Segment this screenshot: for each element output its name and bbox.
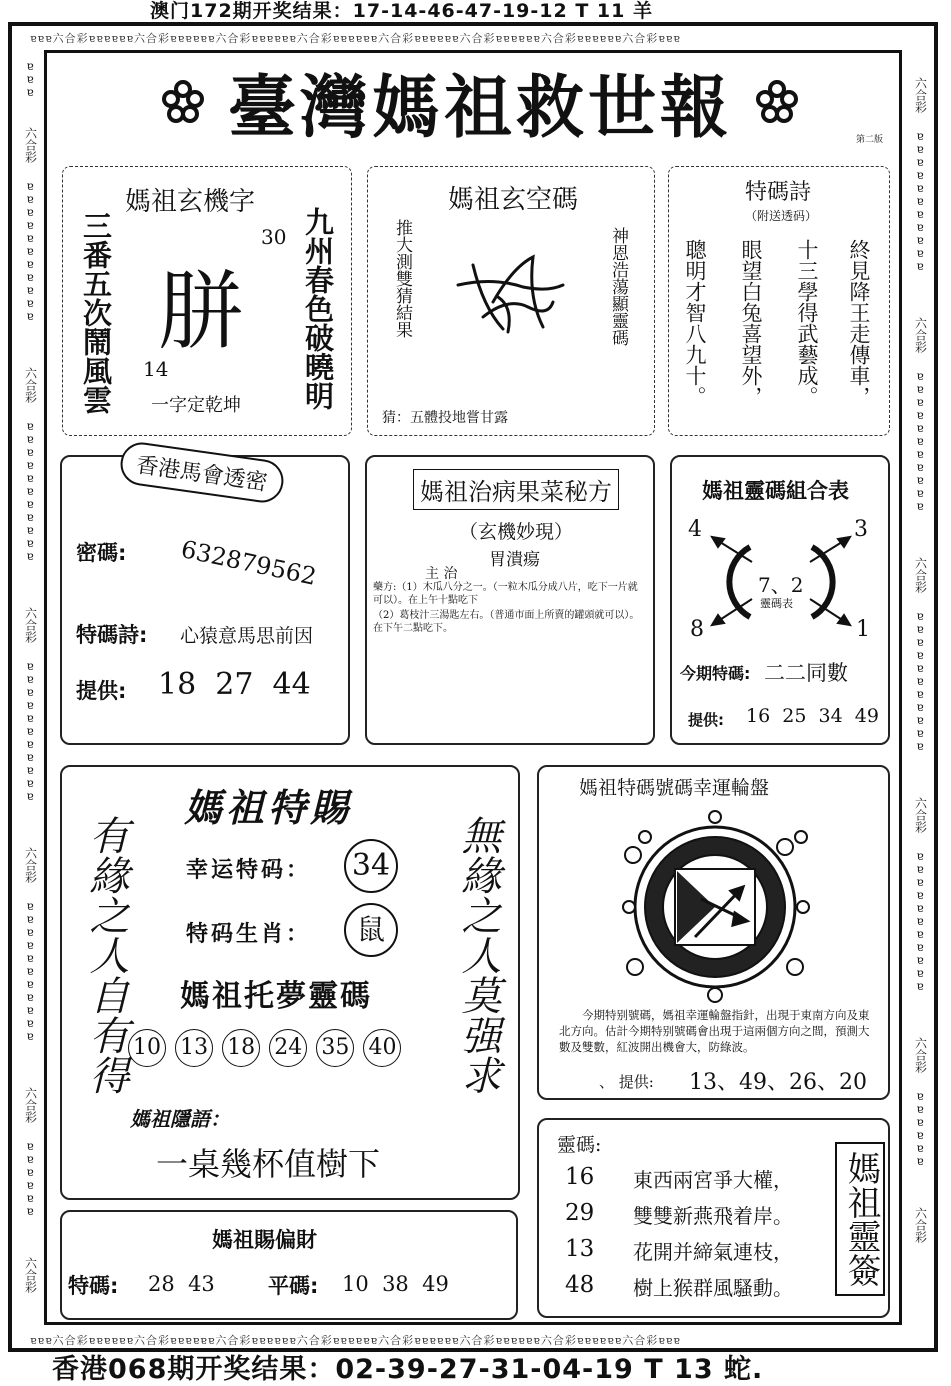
hongkong-result-banner: 香港068期开奖结果：02-39-27-31-04-19 T 13 蛇. — [52, 1354, 764, 1385]
teci-title: 媽祖特賜 — [184, 785, 353, 830]
dream-number: 40 — [363, 1029, 401, 1067]
combo-num-3: 3 — [854, 517, 868, 542]
lingma-num-3: 13 — [565, 1236, 595, 1262]
piancai-ping-value: 10 38 49 — [342, 1272, 449, 1296]
wheel-title: 媽祖特碼號碼幸運輪盤 — [579, 777, 770, 799]
poem-line-1: 終見降王走傳車， — [847, 239, 871, 407]
teci-zodiac-value: 鼠 — [344, 903, 398, 957]
top-decoration: ɐɐɐ六合彩ɐɐɐɐɐɐ六合彩ɐɐɐɐɐɐ六合彩ɐɐɐɐɐɐ六合彩ɐɐɐɐɐɐ六合彩ɐɐɐɐɐɐ六合彩ɐɐɐɐɐɐ六合彩ɐɐɐɐɐɐ六合彩ɐɐɐ — [30, 32, 681, 45]
xuanji-num-top: 30 — [261, 225, 287, 249]
hk-panel — [60, 452, 350, 745]
hk-poem-value: 心猿意馬思前因 — [180, 625, 314, 647]
xuanji-num-bottom: 14 — [143, 357, 169, 381]
lingma-text-4: 樹上猴群風騷動。 — [633, 1276, 793, 1300]
macau-result-banner: 澳门172期开奖结果：17-14-46-47-19-12 T 11 羊 — [150, 0, 653, 22]
xuanji-caption: 一字定乾坤 — [151, 395, 241, 416]
left-side-decoration: ɐ ɐ ɐ 六合彩 ɐ ɐ ɐ ɐ ɐ ɐ ɐ ɐ ɐ ɐ ɐ 六合彩 ɐ ɐ ɐ ɐ ɐ ɐ ɐ ɐ ɐ ɐ ɐ 六合彩 ɐ ɐ ɐ ɐ ɐ ɐ ɐ ɐ ɐ ɐ ɐ 六合彩 ɐ ɐ ɐ ɐ ɐ ɐ ɐ ɐ ɐ ɐ ɐ 六合彩 ɐ ɐ ɐ ɐ ɐ ɐ 六合彩 — [23, 59, 38, 1293]
combo-panel — [670, 455, 890, 745]
teci-hidden-label: 媽祖隱語： — [130, 1107, 230, 1131]
lingma-seal: 媽祖靈簽 — [835, 1142, 885, 1296]
lingma-text-3: 花開并締氣連枝， — [633, 1240, 793, 1264]
wheel-paragraph: 今期特别號碼，媽祖幸運輪盤指針，出現于東南方向及東北方向。估計今期特别號碼會出現于這兩個方向之間，預測大數及雙數，紅波開出機會大，防綠波。 — [559, 1008, 870, 1054]
teci-panel — [60, 765, 520, 1200]
poem-subtitle: （附送透码） — [745, 209, 818, 223]
xuanji-big-char: 胼 — [158, 262, 244, 362]
hk-provide-value: 18 27 44 — [158, 667, 311, 702]
poem-panel — [668, 166, 890, 436]
lingma-title: 靈碼: — [557, 1134, 602, 1156]
xuanji-left-poem: 三番五次鬧風雲 — [79, 211, 113, 414]
masthead — [100, 62, 860, 148]
lingma-panel — [537, 1118, 890, 1318]
recipe-panel — [365, 455, 655, 745]
recipe-title: 媽祖治病果菜秘方 — [413, 469, 619, 510]
recipe-subtitle: （玄機妙現） — [459, 521, 574, 543]
teci-dream-numbers — [126, 1029, 403, 1067]
lingma-text-1: 東西兩宮爭大權， — [633, 1168, 793, 1192]
piancai-ping-label: 平碼: — [268, 1274, 319, 1298]
masthead-title: 臺灣媽祖救世報 — [227, 68, 732, 148]
edition-label: 第二版 — [856, 135, 884, 145]
combo-provide-label: 提供: — [688, 711, 724, 729]
wheel-provide-label: 、 提供: — [599, 1073, 654, 1091]
lucky-wheel-icon — [615, 807, 815, 1007]
hk-poem-label: 特碼詩: — [76, 623, 148, 647]
combo-num-1: 1 — [856, 617, 870, 642]
piancai-te-value: 28 43 — [148, 1272, 215, 1296]
combo-num-4: 4 — [688, 517, 702, 542]
xuankong-title: 媽祖玄空碼 — [448, 185, 579, 215]
hk-badge: 香港馬會透密 — [118, 440, 286, 505]
flower-ornament-icon — [752, 77, 802, 127]
recipe-line-2: （2）葛枝汁三湯匙左右。（普通市面上所賣的罐頭就可以）。在下午二點吃下。 — [373, 610, 640, 634]
hk-provide-label: 提供: — [76, 679, 127, 703]
xuanji-title: 媽祖玄機字 — [125, 187, 256, 217]
combo-num-8: 8 — [690, 617, 704, 642]
dream-number: 13 — [175, 1029, 213, 1067]
piancai-panel — [60, 1210, 518, 1320]
teci-zodiac-label: 特码生肖： — [186, 922, 312, 947]
dream-number: 24 — [269, 1029, 307, 1067]
flower-ornament-icon — [158, 77, 208, 127]
combo-center-sub: 靈碼表 — [760, 597, 793, 610]
xuankong-left-text: 推大測雙猜結果 — [392, 219, 412, 338]
hk-mima-label: 密碼: — [76, 541, 127, 565]
xuankong-panel — [367, 166, 655, 436]
teci-left-vertical: 有緣之人自有得 — [83, 815, 129, 1095]
lingma-num-2: 29 — [565, 1200, 595, 1226]
lingma-text-2: 雙雙新燕飛着岸。 — [633, 1204, 793, 1228]
combo-special-label: 今期特碼: — [680, 664, 751, 683]
poem-title: 特碼詩 — [745, 180, 812, 205]
poem-line-2: 十三學得武藝成。 — [795, 239, 819, 407]
hk-mima-value: 632879562 — [178, 535, 319, 591]
teci-lucky-label: 幸运特码： — [186, 858, 312, 883]
teci-dream-title: 媽祖托夢靈碼 — [180, 979, 372, 1014]
wheel-provide-value: 13、49、26、20 — [689, 1070, 867, 1095]
recipe-illness: 胃潰瘍 — [489, 550, 540, 570]
teci-lucky-value: 34 — [344, 839, 398, 893]
scribble-character-icon — [453, 247, 573, 347]
wheel-panel — [537, 765, 890, 1100]
piancai-te-label: 特碼: — [68, 1274, 119, 1298]
right-side-decoration: 六合彩 ɐ ɐ ɐ ɐ ɐ ɐ ɐ ɐ ɐ ɐ ɐ 六合彩 ɐ ɐ ɐ ɐ ɐ ɐ ɐ ɐ ɐ ɐ ɐ 六合彩 ɐ ɐ ɐ ɐ ɐ ɐ ɐ ɐ ɐ ɐ ɐ 六合彩 ɐ ɐ ɐ ɐ ɐ ɐ ɐ ɐ ɐ ɐ ɐ 六合彩 ɐ ɐ ɐ ɐ ɐ ɐ 六合彩 — [913, 77, 928, 1243]
dream-number: 18 — [222, 1029, 260, 1067]
teci-hidden-value: 一桌幾杯值樹下 — [156, 1145, 381, 1183]
bottom-decoration: ɐɐɐ六合彩ɐɐɐɐɐɐ六合彩ɐɐɐɐɐɐ六合彩ɐɐɐɐɐɐ六合彩ɐɐɐɐɐɐ六合彩ɐɐɐɐɐɐ六合彩ɐɐɐɐɐɐ六合彩ɐɐɐɐɐɐ六合彩ɐɐɐ — [30, 1334, 681, 1347]
xuankong-footer: 猜：五體投地嘗甘露 — [382, 410, 508, 426]
recipe-zhuzhi: 主 治 — [425, 566, 458, 582]
dream-number: 35 — [316, 1029, 354, 1067]
xuanji-right-poem: 九州春色破曉明 — [301, 207, 335, 410]
combo-center: 7、2 — [758, 573, 804, 597]
teci-right-vertical: 無緣之人莫强求 — [455, 815, 501, 1095]
combo-provide-value: 16 25 34 49 — [746, 705, 879, 727]
poem-line-3: 眼望白兔喜望外， — [739, 239, 763, 407]
combo-special-value: 二二同數 — [764, 661, 848, 685]
dream-number: 10 — [128, 1029, 166, 1067]
xuanji-panel — [62, 166, 352, 436]
lingma-num-4: 48 — [565, 1272, 595, 1298]
combo-title: 媽祖靈碼組合表 — [702, 479, 849, 503]
poem-line-4: 聰明才智八九十。 — [683, 239, 707, 407]
xuankong-right-text: 神恩浩蕩顯靈碼 — [608, 227, 628, 346]
lingma-num-1: 16 — [565, 1164, 595, 1190]
recipe-line-1: 藥方:（1）木瓜八分之一。（一粒木瓜分成八片，吃下一片就可以）。在上午十點吃下 — [373, 582, 638, 606]
piancai-title: 媽祖賜偏財 — [212, 1228, 317, 1252]
